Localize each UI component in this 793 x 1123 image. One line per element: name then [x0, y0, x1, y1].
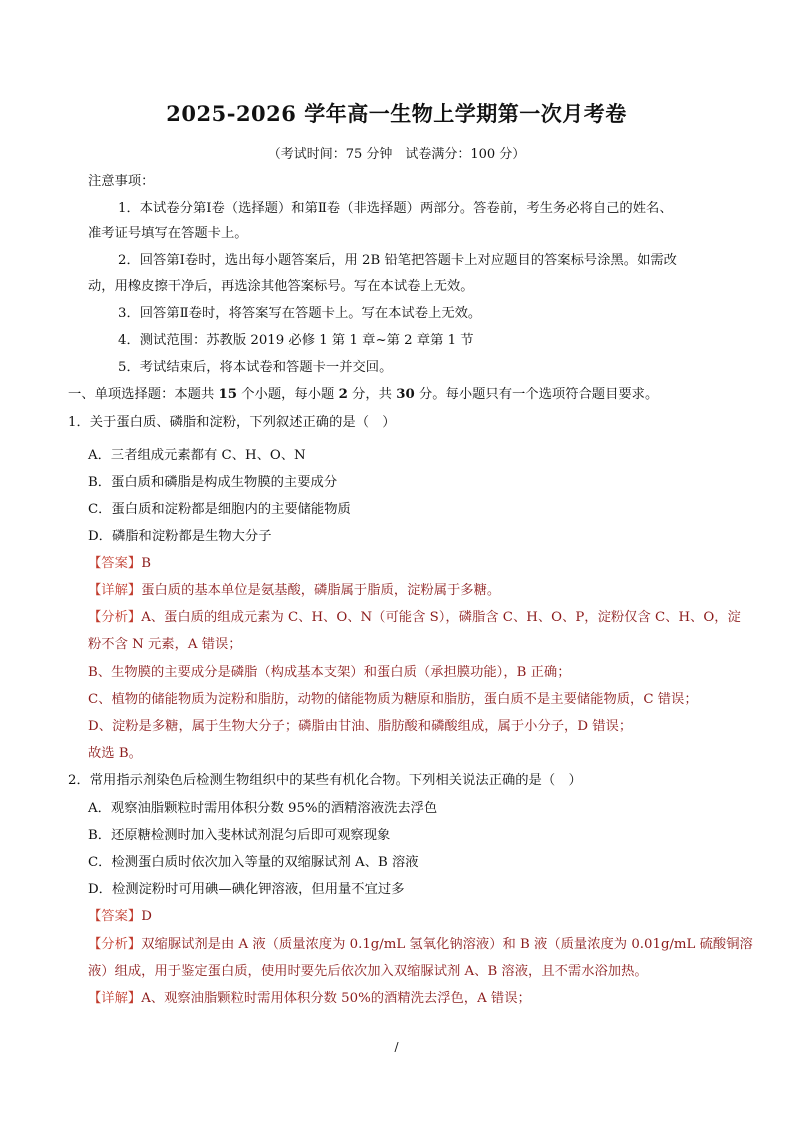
page-footer: /	[394, 1040, 399, 1054]
note-line: 4．测试范围：苏教版 2019 必修 1 第 1 章~第 2 章第 1 节	[118, 333, 474, 348]
detail-line: 【详解】A、观察油脂颗粒时需用体积分数 50%的酒精洗去浮色，A 错误；	[88, 991, 531, 1006]
note-line: 5．考试结束后，将本试卷和答题卡一并交回。	[118, 360, 393, 375]
note-line: 准考证号填写在答题卡上。	[88, 226, 248, 241]
notes-heading: 注意事项：	[88, 174, 155, 189]
section-heading: 一、单项选择题：本题共 15 个小题，每小题 2 分，共 30 分。每小题只有一个选项符合题目要求。	[68, 387, 659, 402]
note-line: 2．回答第Ⅰ卷时，选出每小题答案后，用 2B 铅笔把答题卡上对应题目的答案标号涂黑。如需改	[118, 253, 677, 268]
answer-line: 【答案】D	[88, 909, 152, 924]
analysis-line: B、生物膜的主要成分是磷脂（构成基本支架）和蛋白质（承担膜功能），B 正确；	[88, 665, 571, 680]
option-d: D．磷脂和淀粉都是生物大分子	[88, 529, 272, 544]
option-d: D．检测淀粉时可用碘—碘化钾溶液，但用量不宜过多	[88, 882, 405, 897]
analysis-line: 液）组成，用于鉴定蛋白质，使用时要先后依次加入双缩脲试剂 A、B 溶液，且不需水浴加热。	[88, 964, 648, 979]
analysis-line: 故选 B。	[88, 746, 142, 761]
analysis-line: 【分析】双缩脲试剂是由 A 液（质量浓度为 0.1g/mL 氢氧化钠溶液）和 B 液（质量浓度为 0.01g/mL 硫酸铜溶	[88, 937, 753, 952]
analysis-line: 【分析】A、蛋白质的组成元素为 C、H、O、N（可能含 S），磷脂含 C、H、O、P，淀粉仅含 C、H、O，淀	[88, 610, 741, 625]
note-line: 1．本试卷分第Ⅰ卷（选择题）和第Ⅱ卷（非选择题）两部分。答卷前，考生务必将自己的姓名、	[118, 201, 673, 216]
option-a: A．三者组成元素都有 C、H、O、N	[88, 448, 306, 463]
page-title: 2025-2026 学年高一生物上学期第一次月考卷	[166, 101, 627, 126]
detail-line: 【详解】蛋白质的基本单位是氨基酸，磷脂属于脂质，淀粉属于多糖。	[88, 583, 501, 598]
analysis-line: 粉不含 N 元素，A 错误；	[88, 637, 242, 652]
option-b: B．还原糖检测时加入斐林试剂混匀后即可观察现象	[88, 828, 391, 843]
exam-info: （考试时间：75 分钟 试卷满分：100 分）	[267, 147, 526, 162]
question-stem: 2．常用指示剂染色后检测生物组织中的某些有机化合物。下列相关说法正确的是（ ）	[68, 773, 582, 788]
question-stem: 1．关于蛋白质、磷脂和淀粉，下列叙述正确的是（ ）	[68, 415, 396, 430]
option-c: C．检测蛋白质时依次加入等量的双缩脲试剂 A、B 溶液	[88, 855, 419, 870]
analysis-line: C、植物的储能物质为淀粉和脂肪，动物的储能物质为糖原和脂肪，蛋白质不是主要储能物质，C 错误；	[88, 692, 698, 707]
note-line: 动，用橡皮擦干净后，再选涂其他答案标号。写在本试卷上无效。	[88, 279, 474, 294]
answer-line: 【答案】B	[88, 556, 151, 571]
option-b: B．蛋白质和磷脂是构成生物膜的主要成分	[88, 475, 338, 490]
analysis-line: D、淀粉是多糖，属于生物大分子；磷脂由甘油、脂肪酸和磷酸组成，属于小分子，D 错误；	[88, 719, 633, 734]
option-a: A．观察油脂颗粒时需用体积分数 95%的酒精溶液洗去浮色	[88, 801, 438, 816]
option-c: C．蛋白质和淀粉都是细胞内的主要储能物质	[88, 502, 351, 517]
note-line: 3．回答第Ⅱ卷时，将答案写在答题卡上。写在本试卷上无效。	[118, 306, 482, 321]
